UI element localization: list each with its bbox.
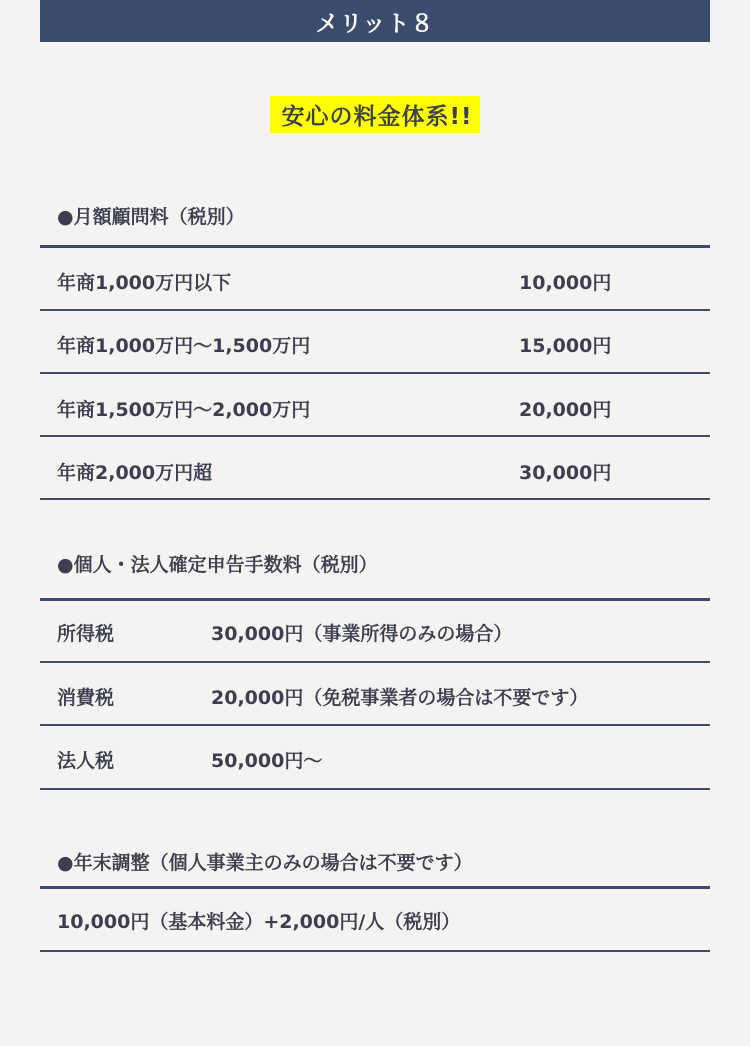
tax-row-divider (40, 724, 710, 726)
tax-row-2-price: 20,000円（免税事業者の場合は不要です） (211, 687, 589, 709)
monthly-row-divider (40, 372, 710, 374)
headline (0, 96, 750, 133)
headline-highlight: 安心の料金体系!! (270, 96, 481, 133)
monthly-fee-title: ●月額顧問料（税別） (57, 206, 245, 228)
tax-filing-title: ●個人・法人確定申告手数料（税別） (57, 554, 378, 576)
monthly-row-divider (40, 309, 710, 311)
tax-row-2-label: 消費税 (57, 687, 115, 709)
monthly-row-3-label: 年商1,500万円～2,000万円 (57, 399, 311, 421)
merit-banner-title: メリット８ (315, 10, 435, 37)
year-end-fee: 10,000円（基本料金）+2,000円/人（税別） (57, 911, 461, 933)
tax-row-divider (40, 661, 710, 663)
monthly-row-1-price: 10,000円 (519, 272, 612, 294)
tax-row-divider (40, 788, 710, 790)
merit-banner (40, 0, 710, 42)
year-end-bottom-rule (40, 950, 710, 952)
year-end-top-rule (40, 886, 710, 889)
monthly-row-4-price: 30,000円 (519, 462, 612, 484)
tax-row-1-price: 30,000円（事業所得のみの場合） (211, 623, 513, 645)
monthly-row-3-price: 20,000円 (519, 399, 612, 421)
monthly-row-divider (40, 435, 710, 437)
tax-row-3-label: 法人税 (57, 750, 115, 772)
tax-row-3-price: 50,000円～ (211, 750, 323, 772)
monthly-row-divider (40, 498, 710, 500)
year-end-title: ●年末調整（個人事業主のみの場合は不要です） (57, 852, 473, 874)
monthly-row-1-label: 年商1,000万円以下 (57, 272, 232, 294)
monthly-row-4-label: 年商2,000万円超 (57, 462, 213, 484)
tax-filing-top-rule (40, 598, 710, 601)
monthly-row-2-price: 15,000円 (519, 335, 612, 357)
tax-row-1-label: 所得税 (57, 623, 115, 645)
monthly-fee-top-rule (40, 245, 710, 248)
monthly-row-2-label: 年商1,000万円～1,500万円 (57, 335, 311, 357)
